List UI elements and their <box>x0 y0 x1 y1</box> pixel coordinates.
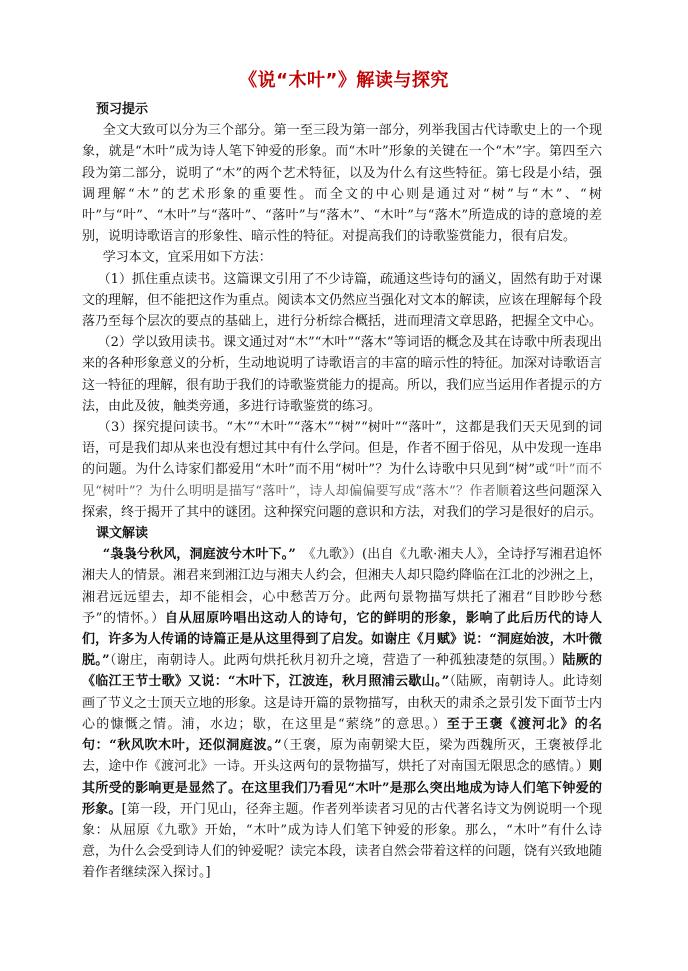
paragraph-method-2: （2）学以致用读书。课文通过对“木”“木叶”“落木”等词语的概念及其在诗歌中所表现出来的各种形象意义的分析，生动地说明了诗歌语言的丰富的暗示性的特征。加深对诗歌语言这一特征的理解，很有助于我们的诗歌鉴赏能力的提高。所以，我们应当运用作者提示的方法，由此及彼，触类旁通，多进行诗歌鉴赏的练习。 <box>82 335 603 414</box>
note-luju: （陆厥，南朝诗人。此诗刻画了节义之士顶天立地的形象。这是诗开篇的景物描写，由秋天的肃杀之景引发下面节士内心的慷慨之情。浦，水边；歇，在这里是“萦绕”的意思。） <box>82 674 603 732</box>
quote-jiuge: “袅袅兮秋风，洞庭波兮木叶下。” <box>102 547 296 563</box>
note-paragraph-summary: [第一段，开门见山，径奔主题。作者列举读者习见的古代著名诗文为例说明一个现象：从屈原《九歌》开始，“木叶”成为诗人们笔下钟爱的形象。那么，“木叶”有什么诗意，为什么会受到诗人们的钟爱呢？读完本段，读者自然会带着这样的问题，饶有兴致地随着作者继续深入探讨。] <box>82 801 603 881</box>
paragraph-reading-1 <box>82 544 602 883</box>
text-wangbao: 至于王褒《渡河北》的名句：“秋风吹木叶，还似洞庭波。” <box>82 716 602 754</box>
text-luju: 陆厥的《临江王节士歌》又说：“木叶下，江波连，秋月照浦云歇山。” <box>82 653 602 690</box>
text-conclusion: 则其所受的影响更是显然了。在这里我们乃看见“木叶”是那么突出地成为诗人们笔下钟爱的形象。 <box>82 759 602 817</box>
paragraph-method-1: （1）抓住重点读书。这篇课文引用了不少诗篇，疏通这些诗句的涵义，固然有助于对课文的理解，但不能把这作为重点。阅读本文仍然应当强化对文本的解读，应该在理解每个段落乃至每个层次的要点的基础上，进行分析综合概括，进而理清文章思路，把握全文中心。 <box>82 271 603 330</box>
section-heading-preview: 预习提示 <box>96 102 149 117</box>
paragraph-method-3 <box>82 417 602 523</box>
document-title: 《说“木叶”》解读与探究 <box>239 70 449 91</box>
paragraph-structure: 全文大致可以分为三个部分。第一至三段为第一部分，列举我国古代诗歌史上的一个现象，就是“木叶”成为诗人笔下钟爱的形象。而“木叶”形象的关键在一个“木”字。第四至六段为第二部分，说明了“木”的两个艺术特征，以及为什么有这些特征。第七段是小结，强调理解“木”的艺术形象的重要性。而全文的中心则是通过对“树”与“木”、“树叶”与“叶”、“木叶”与“落叶”、“落叶”与“落木”、“木叶”与“落木”所造成的诗的意境的差别，说明诗歌语言的形象性、暗示性的特征。对提高我们的诗歌鉴赏能力，很有启发。 <box>82 123 602 245</box>
document-body <box>82 99 602 884</box>
text-influence: 自从屈原吟唱出这动人的诗句，它的鲜明的形象，影响了此后历代的诗人们，许多为人传诵的诗篇正是从这里得到了启发。如谢庄《月赋》说：“洞庭始波，木叶微脱。” <box>82 610 602 669</box>
note-jiuge: 《九歌》）(出自《九歌·湘夫人》，全诗抒写湘君追怀湘夫人的情景。湘君来到湘江边与湘夫人约会，但湘夫人却只隐约降临在江北的沙洲之上，湘君远远望去，却不能相会，心中愁苦万分。此两句景物描写烘托了湘君“目眇眇兮愁予”的情怀。） <box>82 547 603 626</box>
paragraph-method-3-part-c: 着这些问题深入探索，终于揭开了其中的谜团。这种探究问题的意识和方法，对我们的学习是很好的启示。 <box>82 483 603 520</box>
note-wangbao: （王褒，原为南朝梁大臣，梁为西魏所灭，王褒被俘北去，途中作《渡河北》一诗。开头这两句的景物描写，烘托了对南国无限思念的感情。） <box>82 738 602 775</box>
section-heading-reading: 课文解读 <box>96 526 149 542</box>
paragraph-method-intro: 学习本文，宜采用如下方法： <box>102 250 272 266</box>
note-xiezhuang: （谢庄，南朝诗人。此两句烘托秋月初升之境，营造了一种孤独凄楚的氛围。） <box>109 653 563 669</box>
paragraph-method-3-part-a: （3）探究提问读书。“木”“木叶”“落木”“树”“树叶”“落叶”，这都是我们天天见到的词语，可是我们却从来也没有想过其中有什么学问。但是，作者不囿于俗见，从中发现一连串的问题。为什么诗家们都爱用“木叶”而不用“树叶”？为什么诗歌中只见到“树”或 <box>82 420 603 478</box>
paragraph-method-3-part-b: “叶”而不见“树叶”？为什么明明是描写“落叶”，诗人却偏偏要写成“落木”？作者顺 <box>82 462 602 499</box>
